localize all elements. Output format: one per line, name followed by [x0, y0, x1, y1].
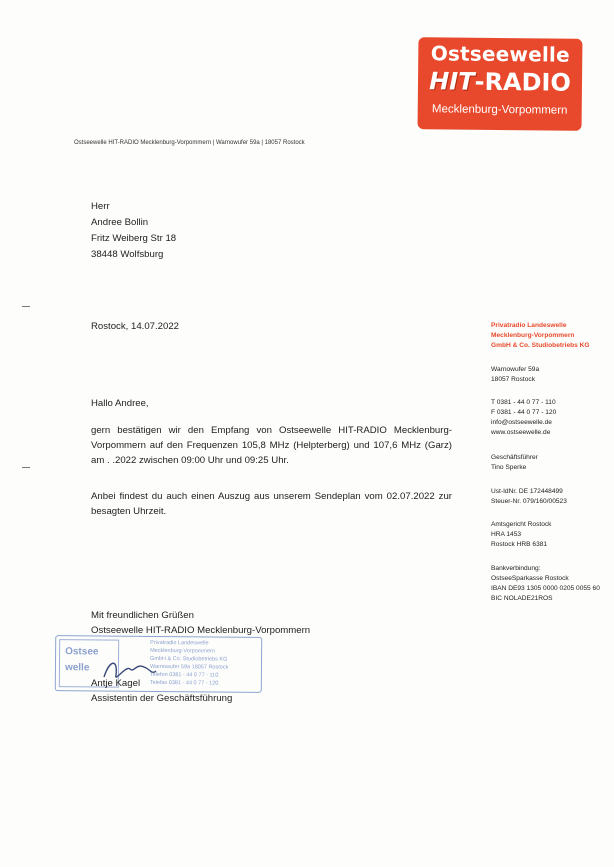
closing-block	[91, 608, 310, 706]
logo-line2	[418, 67, 582, 97]
closing-company: Ostseewelle HIT-RADIO Mecklenburg-Vorpommern	[91, 625, 311, 636]
stamp-line: GmbH & Co. Studiobetriebs KG	[150, 655, 228, 663]
sidebar-line: BIC NOLADE21ROS	[491, 595, 553, 602]
sidebar-bank	[491, 564, 600, 604]
sender-return-address: Ostseewelle HIT-RADIO Mecklenburg-Vorpommern | Warnowufer 59a | 18057 Rostock	[74, 140, 305, 146]
sidebar-line: GmbH & Co. Studiobetriebs KG	[491, 342, 590, 349]
body-paragraph-1: gern bestätigen wir den Empfang von Ostseewelle HIT-RADIO Mecklenburg-Vorpommern auf den Frequenzen 105,8 MHz (Helpterberg) und 107,6 MHz (Garz) am . .2022 zwischen 09:00 Uhr und 09:25 Uhr.	[91, 425, 452, 466]
sidebar-address	[491, 365, 539, 385]
recipient-line: Herr	[91, 201, 110, 212]
ostseewelle-logo	[418, 37, 583, 131]
stamp-mark-top: Ostsee	[65, 646, 99, 658]
sidebar-court	[491, 520, 551, 550]
logo-hit: HIT	[429, 67, 475, 96]
recipient-line: Andree Bollin	[91, 217, 149, 228]
stamp-mark-bottom: welle	[64, 662, 90, 674]
stamp-line: Warnowufer 59a 18057 Rostock	[149, 663, 229, 671]
sidebar-phone: T 0381 - 44 0 77 - 110	[491, 399, 556, 406]
logo-radio: -RADIO	[474, 67, 571, 97]
fold-mark	[22, 306, 30, 307]
sidebar-email-link[interactable]: info@ostseewelle.de	[491, 419, 552, 426]
sidebar-line: OstseeSparkasse Rostock	[491, 575, 569, 582]
sidebar-line: Warnowufer 59a	[491, 366, 540, 373]
recipient-line: 38448 Wolfsburg	[91, 249, 164, 260]
sidebar-line: Amtsgericht Rostock	[491, 521, 552, 528]
sidebar-line: IBAN DE93 1305 0000 0205 0055 60	[491, 585, 600, 592]
sidebar-contact	[491, 398, 556, 438]
letter-date: Rostock, 14.07.2022	[91, 321, 180, 332]
sidebar-line: Mecklenburg-Vorpommern	[491, 332, 575, 339]
sidebar-line: Tino Sperke	[491, 464, 527, 471]
stamp-line: Mecklenburg-Vorpommern	[150, 647, 215, 655]
sidebar-line: Steuer-Nr. 079/160/00523	[491, 498, 567, 505]
stamp-line: Privatradio Landeswelle	[150, 639, 209, 647]
logo-line3: Mecklenburg-Vorpommern	[431, 103, 568, 117]
sidebar-line: 18057 Rostock	[491, 376, 535, 383]
recipient-address	[91, 199, 176, 263]
body-paragraph-2: Anbei findest du auch einen Auszug aus unserem Sendeplan vom 02.07.2022 zur besagten Uhrzeit.	[91, 491, 452, 517]
sidebar-fax: F 0381 - 44 0 77 - 120	[491, 409, 557, 416]
salutation: Hallo Andree,	[91, 398, 149, 409]
sidebar-manager	[491, 453, 538, 473]
sidebar-line: Privatradio Landeswelle	[491, 322, 567, 329]
stamp-line: Telefon 0381 - 44 0 77 - 110	[149, 671, 219, 679]
closing-greeting: Mit freundlichen Grüßen	[91, 610, 194, 621]
logo-line1: Ostseewelle	[430, 41, 570, 67]
sidebar-line: HRA 1453	[491, 531, 522, 538]
sidebar-line: Rostock HRB 6381	[491, 541, 548, 548]
sidebar-tax	[491, 487, 567, 507]
sidebar-company	[491, 321, 590, 351]
fold-mark	[22, 467, 30, 468]
sidebar-line: Geschäftsführer	[491, 454, 538, 461]
stamp-line: Telefax 0381 - 44 0 77 - 120	[149, 679, 219, 687]
recipient-line: Fritz Weiberg Str 18	[91, 233, 177, 244]
sidebar-line: Ust-IdNr. DE 172448499	[491, 488, 563, 495]
sidebar-line: Bankverbindung:	[491, 565, 541, 572]
sidebar-website-link[interactable]: www.ostseewelle.de	[491, 429, 551, 436]
signer-title: Assistentin der Geschäftsführung	[91, 693, 233, 704]
signer-name: Antje Kagel	[91, 678, 141, 689]
